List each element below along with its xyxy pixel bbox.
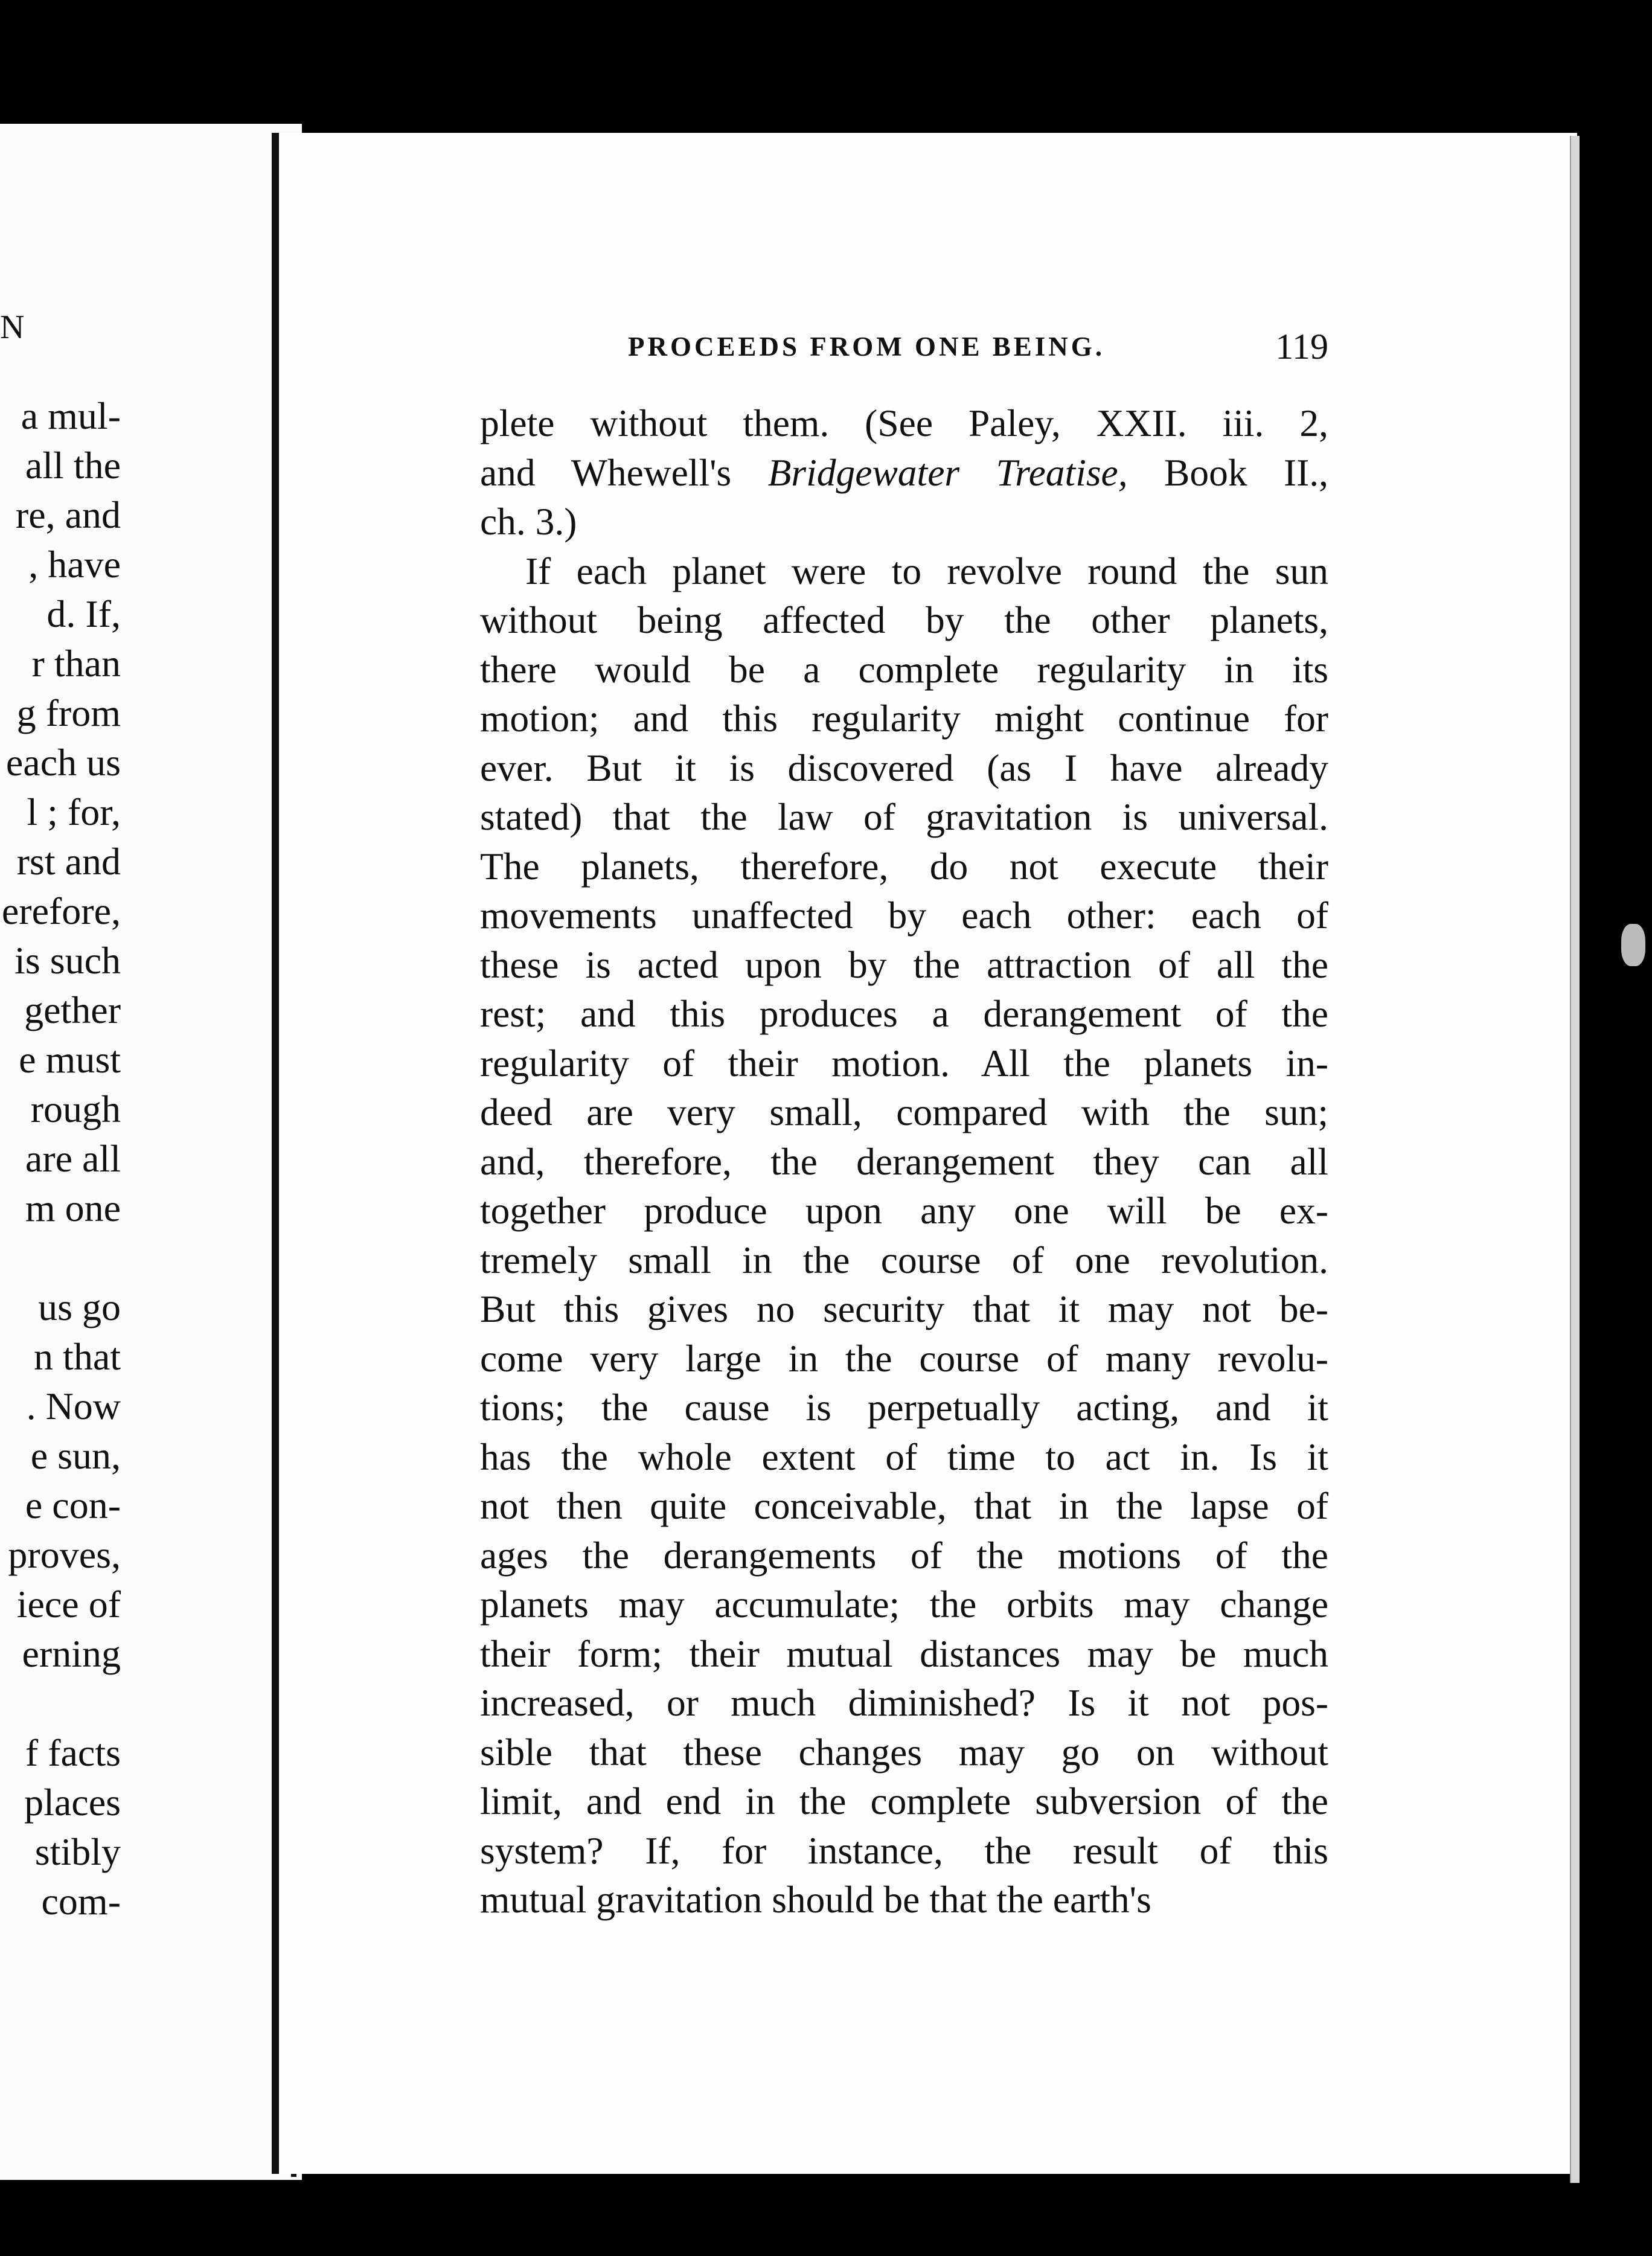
left-text-line: gether bbox=[24, 989, 121, 1031]
left-text-line: erning bbox=[22, 1632, 121, 1675]
text-line: stated) that the law of gravitation is universal. bbox=[480, 795, 1328, 838]
text-line: come very large in the course of many revolu- bbox=[480, 1336, 1328, 1380]
text-line: ages the derangements of the motions of the bbox=[480, 1533, 1328, 1577]
text-line: tions; the cause is perpetually acting, and it bbox=[480, 1386, 1328, 1429]
left-text-line: . Now bbox=[26, 1385, 121, 1428]
text-line: ever. But it is discovered (as I have already bbox=[480, 746, 1328, 789]
left-text-line: g from bbox=[16, 691, 121, 734]
left-page bbox=[0, 124, 302, 2180]
left-text-line: , have bbox=[28, 543, 121, 586]
text-line: plete without them. (See Paley, XXII. iii. 2, bbox=[480, 402, 1328, 444]
text-line: and, therefore, the derangement they can all bbox=[480, 1139, 1328, 1183]
text-line: mutual gravitation should be that the earth's bbox=[480, 1878, 1151, 1921]
text-line: The planets, therefore, do not execute their bbox=[480, 844, 1328, 888]
text-line: together produce upon any one will be ex- bbox=[480, 1189, 1328, 1232]
text-line bbox=[480, 448, 1328, 498]
left-text-line: are all bbox=[25, 1137, 121, 1180]
left-text-line: e con- bbox=[25, 1484, 121, 1527]
left-page-text bbox=[2, 391, 121, 1926]
left-text-line bbox=[2, 1679, 121, 1728]
text-line: motion; and this regularity might continue for bbox=[480, 697, 1328, 740]
left-text-line: com- bbox=[41, 1880, 121, 1923]
text-line: movements unaffected by each other: each of bbox=[480, 894, 1328, 937]
text-line: regularity of their motion. All the planets in- bbox=[480, 1041, 1328, 1085]
text-line: has the whole extent of time to act in. Is it bbox=[480, 1435, 1328, 1478]
left-text-line: f facts bbox=[25, 1731, 121, 1774]
left-text-line: each us bbox=[5, 741, 121, 784]
left-text-line: places bbox=[24, 1781, 121, 1824]
left-text-line bbox=[2, 1233, 121, 1283]
page-edge bbox=[1570, 136, 1580, 2183]
left-text-line: e must bbox=[19, 1038, 121, 1081]
running-header bbox=[628, 326, 1328, 368]
left-text-line: n that bbox=[34, 1335, 121, 1378]
left-text-line: erefore, bbox=[1, 889, 121, 932]
left-text-line: iece of bbox=[16, 1583, 121, 1626]
text-line: system? If, for instance, the result of this bbox=[480, 1828, 1328, 1872]
left-text-line: d. If, bbox=[46, 592, 121, 635]
text-line: If each planet were to revolve round the sun bbox=[525, 549, 1328, 592]
left-text-line: us go bbox=[38, 1286, 121, 1328]
text-line: rest; and this produces a derangement of the bbox=[480, 992, 1328, 1035]
text-line: limit, and end in the complete subversion of the bbox=[480, 1780, 1328, 1822]
left-text-line: stibly bbox=[34, 1830, 121, 1873]
text-line: these is acted upon by the attraction of all the bbox=[480, 943, 1328, 986]
left-text-line: rough bbox=[30, 1088, 121, 1130]
text-line: increased, or much diminished? Is it not pos- bbox=[480, 1681, 1328, 1724]
left-text-line: m one bbox=[25, 1187, 121, 1229]
page-number: 119 bbox=[1275, 327, 1328, 367]
left-text-line: re, and bbox=[15, 493, 121, 536]
text-line: there would be a complete regularity in its bbox=[480, 647, 1328, 691]
text-line: their form; their mutual distances may be much bbox=[480, 1632, 1328, 1675]
left-text-line: is such bbox=[14, 939, 121, 982]
text-line: without being affected by the other planets, bbox=[480, 598, 1328, 641]
left-running-head-fragment: N bbox=[0, 309, 27, 346]
body-text bbox=[480, 399, 1328, 1924]
italic-title: Bridgewater Treatise, bbox=[767, 450, 1128, 494]
text-line: ch. 3.) bbox=[480, 500, 577, 543]
text-line: not then quite conceivable, that in the lapse of bbox=[480, 1484, 1328, 1527]
text-run: and Whewell's bbox=[480, 450, 768, 494]
left-text-line: all the bbox=[25, 444, 121, 487]
left-text-line: proves, bbox=[8, 1533, 121, 1576]
left-text-line: a mul- bbox=[21, 394, 121, 437]
text-line: But this gives no security that it may not be- bbox=[480, 1287, 1328, 1330]
left-text-line: l ; for, bbox=[27, 790, 121, 833]
thumb-smudge bbox=[1621, 924, 1645, 966]
text-run: Book II., bbox=[1127, 450, 1328, 494]
left-text-line: e sun, bbox=[30, 1434, 121, 1477]
text-line: planets may accumulate; the orbits may change bbox=[480, 1583, 1328, 1626]
text-line: deed are very small, compared with the sun; bbox=[480, 1091, 1328, 1133]
text-line: tremely small in the course of one revolution. bbox=[480, 1238, 1328, 1281]
text-line: sible that these changes may go on without bbox=[480, 1730, 1328, 1774]
running-title: PROCEEDS FROM ONE BEING. bbox=[628, 332, 1106, 362]
left-text-line: rst and bbox=[16, 840, 121, 883]
left-text-line: r than bbox=[31, 642, 121, 685]
